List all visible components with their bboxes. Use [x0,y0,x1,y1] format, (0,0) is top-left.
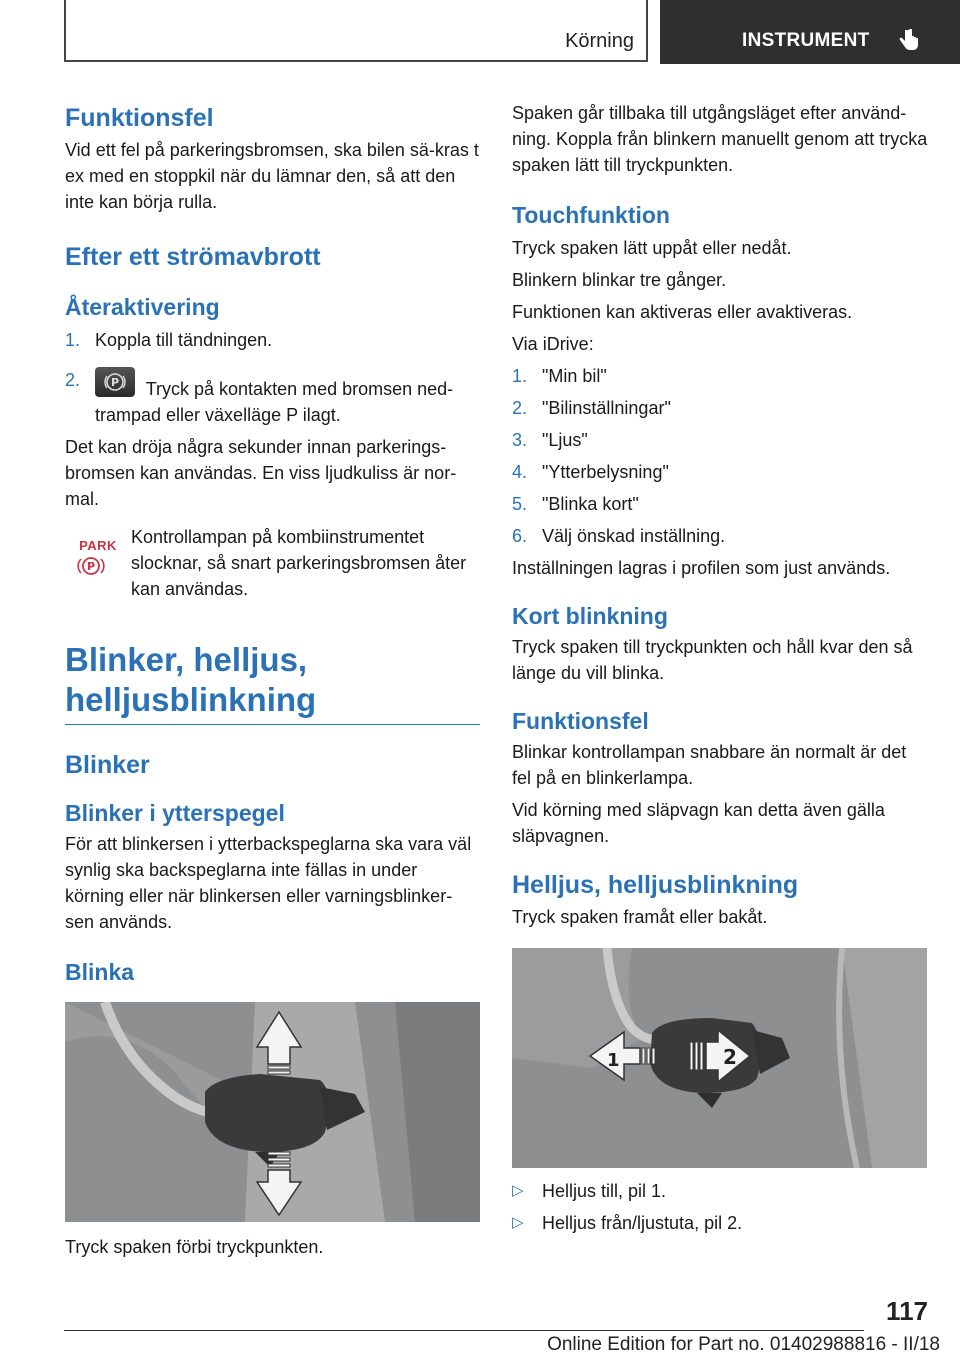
para-func-1: Blinkar kontrollampan snabbare än normalt är det fel på en blinkerlampa. [512,742,907,788]
parking-brake-button-icon [95,367,135,397]
heading-after-power-outage: Efter ett strömavbrott [65,243,321,271]
heading-blinka: Blinka [65,959,135,985]
list-item [512,523,930,549]
triangle-bullet-icon: ▷ [512,1214,524,1231]
para-mirror: För att blinkersen i ytterbackspeglarna ska vara väl synlig ska backspeglarna inte fällas in under körning eller när blinkersen eller varningsblinker-sen används. [65,834,472,932]
triangle-bullet-icon: ▷ [512,1182,524,1199]
para-touch-2: Blinkern blinkar tre gånger. [512,270,727,290]
list-item [512,1210,930,1236]
para-touch-4: Via iDrive: [512,334,594,354]
step-text: "Min bil" [542,366,607,386]
para-return: Spaken går tillbaka till utgångsläget efter använd-ning. Koppla från blinkern manuellt genom att trycka spaken lätt till tryckpunkten. [512,103,928,175]
step-number: 6. [512,526,528,546]
stalk-photo-forward-back [512,948,927,1168]
para-func-2: Vid körning med släpvagn kan detta även gälla släpvagnen. [512,800,885,846]
list-item [512,459,930,485]
park-lamp-icon [65,524,131,584]
photo-caption: Tryck spaken förbi tryckpunkten. [65,1237,324,1257]
heading-short-blink: Kort blinkning [512,603,668,629]
heading-touch: Touchfunktion [512,202,670,228]
list-item [65,327,480,353]
bullet-text: Helljus till, pil 1. [542,1181,667,1201]
para-short-blink: Tryck spaken till tryckpunkten och håll kvar den så länge du vill blinka. [512,637,913,683]
header-section: Körning [565,30,634,52]
arrow-label-1: 1 [607,1050,620,1071]
heading-blinker: Blinker [65,751,150,779]
reactivation-steps [65,327,480,428]
left-column [65,100,480,1260]
para-funktionsfel: Vid ett fel på parkeringsbromsen, ska bilen sä-kras t ex med en stoppkil när du lämnar den, så att den inte kan börja rulla. [65,140,479,212]
list-item [65,367,480,428]
heading-high-beam: Helljus, helljusblinkning [512,871,799,899]
para-high-beam: Tryck spaken framåt eller bakåt. [512,907,768,927]
step-number: 1. [512,366,528,386]
right-column [512,100,930,1236]
step-text: Tryck på kontakten med bromsen ned-trampad eller växelläge P ilagt. [95,379,454,425]
step-number: 2. [65,370,81,390]
para-delay: Det kan dröja några sekunder innan parkerings-bromsen kan användas. En viss ljudkuliss är nor-mal. [65,437,457,509]
list-item [512,1178,930,1204]
header-section-tab [64,0,648,62]
step-number: 1. [65,330,81,350]
bullet-text: Helljus från/ljustuta, pil 2. [542,1213,743,1233]
list-item [512,363,930,389]
park-label: PARK [79,538,117,553]
para-touch-1: Tryck spaken lätt uppåt eller nedåt. [512,238,792,258]
svg-text:P: P [86,560,96,573]
step-text: "Blinka kort" [542,494,639,514]
para-saved: Inställningen lagras i profilen som just används. [512,558,891,578]
para-lamp: Kontrollampan på kombiinstrumentet slocknar, så snart parkeringsbromsen åter kan användas. [131,527,467,599]
park-indicator-block [65,524,480,602]
high-beam-bullets [512,1178,930,1236]
svg-text:P: P [110,376,120,389]
list-item [512,427,930,453]
step-text: "Ytterbelysning" [542,462,669,482]
footer-edition: Online Edition for Part no. 01402988816 - II/18 [547,1334,940,1355]
page-number: 117 [886,1296,928,1326]
idrive-menu-steps [512,363,930,549]
list-item [512,491,930,517]
arrow-label-2: 2 [723,1045,737,1069]
step-number: 2. [512,398,528,418]
para-touch-3: Funktionen kan aktiveras eller avaktiveras. [512,302,853,322]
header-chapter: INSTRUMENT [742,30,870,51]
step-text: "Ljus" [542,430,588,450]
list-item [512,395,930,421]
step-number: 5. [512,494,528,514]
step-number: 3. [512,430,528,450]
step-text: Välj önskad inställning. [542,526,726,546]
step-number: 4. [512,462,528,482]
header-chapter-tab [660,0,960,64]
parking-brake-red-icon [65,553,131,579]
stalk-photo-up-down [65,1002,480,1222]
step-text: "Bilinställningar" [542,398,671,418]
heading-mirror-blinker: Blinker i ytterspegel [65,800,285,826]
step-text: Koppla till tändningen. [95,330,273,350]
hand-pointer-icon [896,28,920,54]
heading-reactivation: Återaktivering [65,294,220,320]
heading-funktionsfel-2: Funktionsfel [512,708,649,734]
footer-divider [64,1330,864,1331]
heading-blinker-main: Blinker, helljus, helljusblinkning [65,640,480,725]
heading-funktionsfel: Funktionsfel [65,104,214,132]
